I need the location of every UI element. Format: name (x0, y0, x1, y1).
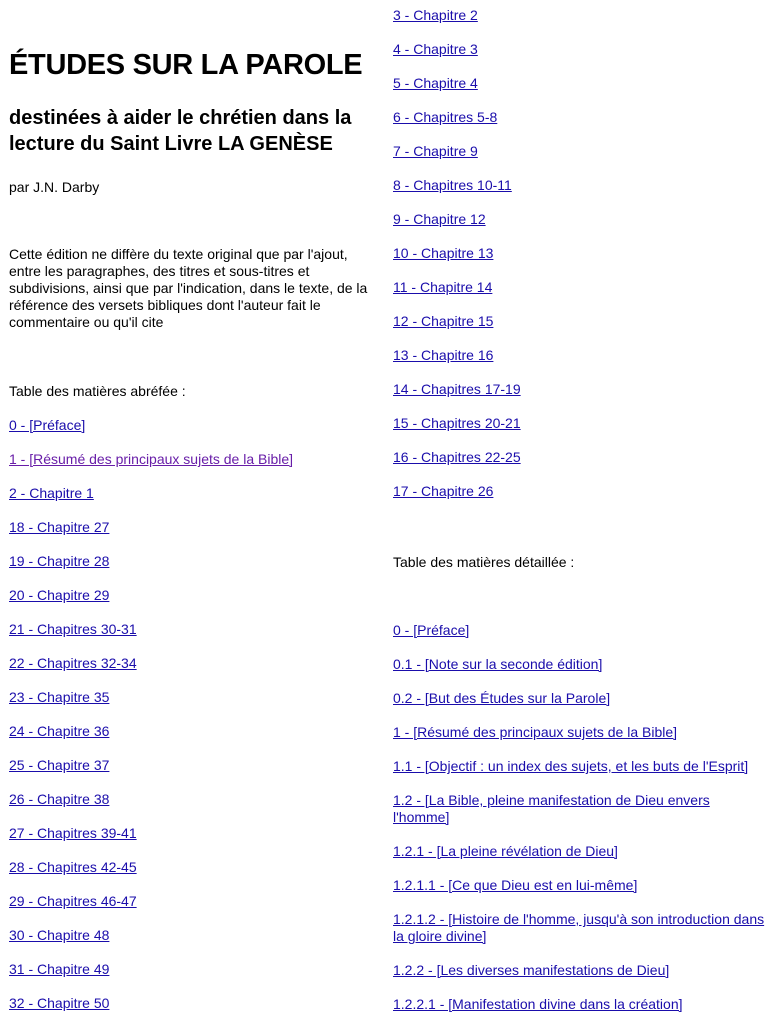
toc-link[interactable]: 1.2.2 - [Les diverses manifestations de Dieu] (393, 962, 670, 978)
toc-item (393, 622, 765, 639)
toc-link[interactable]: 29 - Chapitres 46-47 (9, 893, 137, 909)
toc-link[interactable]: 11 - Chapitre 14 (393, 279, 493, 295)
toc-item (393, 75, 765, 92)
toc-link[interactable]: 17 - Chapitre 26 (393, 483, 494, 499)
toc-link[interactable]: 1 - [Résumé des principaux sujets de la Bible] (9, 451, 294, 467)
toc-link[interactable]: 0.1 - [Note sur la seconde édition] (393, 656, 603, 672)
toc-item (393, 41, 765, 58)
toc-link[interactable]: 21 - Chapitres 30-31 (9, 621, 137, 637)
toc-link[interactable]: 12 - Chapitre 15 (393, 313, 494, 329)
toc-item (9, 587, 369, 604)
toc-link[interactable]: 6 - Chapitres 5-8 (393, 109, 498, 125)
toc-item (9, 961, 369, 978)
author-line: par J.N. Darby (9, 179, 100, 195)
toc-item (393, 109, 765, 126)
toc-item (393, 245, 765, 262)
toc-item (393, 996, 765, 1013)
toc-item (9, 655, 369, 672)
page-subtitle: destinées à aider le chrétien dans la lecture du Saint Livre LA GENÈSE (9, 107, 352, 155)
toc-link[interactable]: 19 - Chapitre 28 (9, 553, 110, 569)
toc-item (393, 962, 765, 979)
toc-item (393, 313, 765, 330)
toc-link[interactable]: 1.2.1.1 - [Ce que Dieu est en lui-même] (393, 877, 638, 893)
toc-item (393, 279, 765, 296)
toc-item (9, 621, 369, 638)
toc-item (9, 859, 369, 876)
toc-item (9, 757, 369, 774)
abridged-toc-heading: Table des matières abréfée : (9, 383, 186, 399)
toc-item (393, 177, 765, 194)
toc-item (9, 417, 369, 434)
detailed-toc-list (393, 622, 765, 1013)
toc-link[interactable]: 22 - Chapitres 32-34 (9, 655, 137, 671)
toc-link[interactable]: 10 - Chapitre 13 (393, 245, 494, 261)
toc-item (393, 143, 765, 160)
toc-item (9, 553, 369, 570)
toc-item (9, 723, 369, 740)
detailed-toc-heading: Table des matières détaillée : (393, 554, 575, 570)
toc-link[interactable]: 25 - Chapitre 37 (9, 757, 110, 773)
toc-item (393, 483, 765, 500)
toc-link[interactable]: 0 - [Préface] (393, 622, 470, 638)
toc-item (9, 791, 369, 808)
toc-item (393, 792, 765, 826)
toc-link[interactable]: 1.2.2.1 - [Manifestation divine dans la création] (393, 996, 683, 1012)
edition-note: Cette édition ne diffère du texte original que par l'ajout, entre les paragraphes, des titres et sous-titres et subdivisions, ainsi que par l'indication, dans le texte, de la référence des versets bibliques dont l'auteur fait le commentaire ou qu'il cite (9, 246, 368, 330)
toc-item (393, 347, 765, 364)
abridged-toc-right-list (393, 7, 765, 500)
toc-item (393, 381, 765, 398)
abridged-toc-left-list (9, 417, 369, 1012)
toc-item (393, 724, 765, 741)
toc-item (9, 825, 369, 842)
toc-link[interactable]: 15 - Chapitres 20-21 (393, 415, 521, 431)
toc-link[interactable]: 7 - Chapitre 9 (393, 143, 478, 159)
page-title: ÉTUDES SUR LA PAROLE (9, 49, 363, 81)
toc-item (393, 211, 765, 228)
toc-link[interactable]: 9 - Chapitre 12 (393, 211, 486, 227)
toc-item (9, 893, 369, 910)
toc-link[interactable]: 18 - Chapitre 27 (9, 519, 110, 535)
toc-link[interactable]: 1.2.1.2 - [Histoire de l'homme, jusqu'à son introduction dans la gloire divine] (393, 911, 765, 944)
toc-link[interactable]: 2 - Chapitre 1 (9, 485, 94, 501)
toc-item (393, 7, 765, 24)
toc-item (393, 877, 765, 894)
toc-link[interactable]: 26 - Chapitre 38 (9, 791, 110, 807)
toc-link[interactable]: 24 - Chapitre 36 (9, 723, 110, 739)
toc-item (393, 656, 765, 673)
toc-link[interactable]: 16 - Chapitres 22-25 (393, 449, 521, 465)
toc-link[interactable]: 30 - Chapitre 48 (9, 927, 110, 943)
toc-link[interactable]: 13 - Chapitre 16 (393, 347, 494, 363)
toc-item (9, 927, 369, 944)
toc-item (9, 995, 369, 1012)
toc-link[interactable]: 27 - Chapitres 39-41 (9, 825, 137, 841)
toc-link[interactable]: 1.1 - [Objectif : un index des sujets, et les buts de l'Esprit] (393, 758, 749, 774)
toc-item (393, 690, 765, 707)
toc-link[interactable]: 14 - Chapitres 17-19 (393, 381, 521, 397)
toc-link[interactable]: 32 - Chapitre 50 (9, 995, 110, 1011)
toc-item (393, 911, 765, 945)
toc-link[interactable]: 31 - Chapitre 49 (9, 961, 110, 977)
toc-link[interactable]: 20 - Chapitre 29 (9, 587, 110, 603)
toc-link[interactable]: 23 - Chapitre 35 (9, 689, 110, 705)
toc-item (9, 485, 369, 502)
toc-item (9, 519, 369, 536)
toc-link[interactable]: 4 - Chapitre 3 (393, 41, 478, 57)
toc-link[interactable]: 0.2 - [But des Études sur la Parole] (393, 690, 611, 706)
toc-item (9, 689, 369, 706)
toc-link[interactable]: 1.2.1 - [La pleine révélation de Dieu] (393, 843, 618, 859)
toc-link[interactable]: 0 - [Préface] (9, 417, 86, 433)
toc-item (393, 415, 765, 432)
toc-item (393, 843, 765, 860)
toc-item (393, 449, 765, 466)
toc-item (393, 758, 765, 775)
toc-link[interactable]: 1.2 - [La Bible, pleine manifestation de Dieu envers l'homme] (393, 792, 710, 825)
toc-item (9, 451, 369, 468)
toc-link[interactable]: 28 - Chapitres 42-45 (9, 859, 137, 875)
toc-link[interactable]: 8 - Chapitres 10-11 (393, 177, 512, 193)
toc-link[interactable]: 1 - [Résumé des principaux sujets de la Bible] (393, 724, 678, 740)
toc-link[interactable]: 3 - Chapitre 2 (393, 7, 478, 23)
toc-link[interactable]: 5 - Chapitre 4 (393, 75, 478, 91)
